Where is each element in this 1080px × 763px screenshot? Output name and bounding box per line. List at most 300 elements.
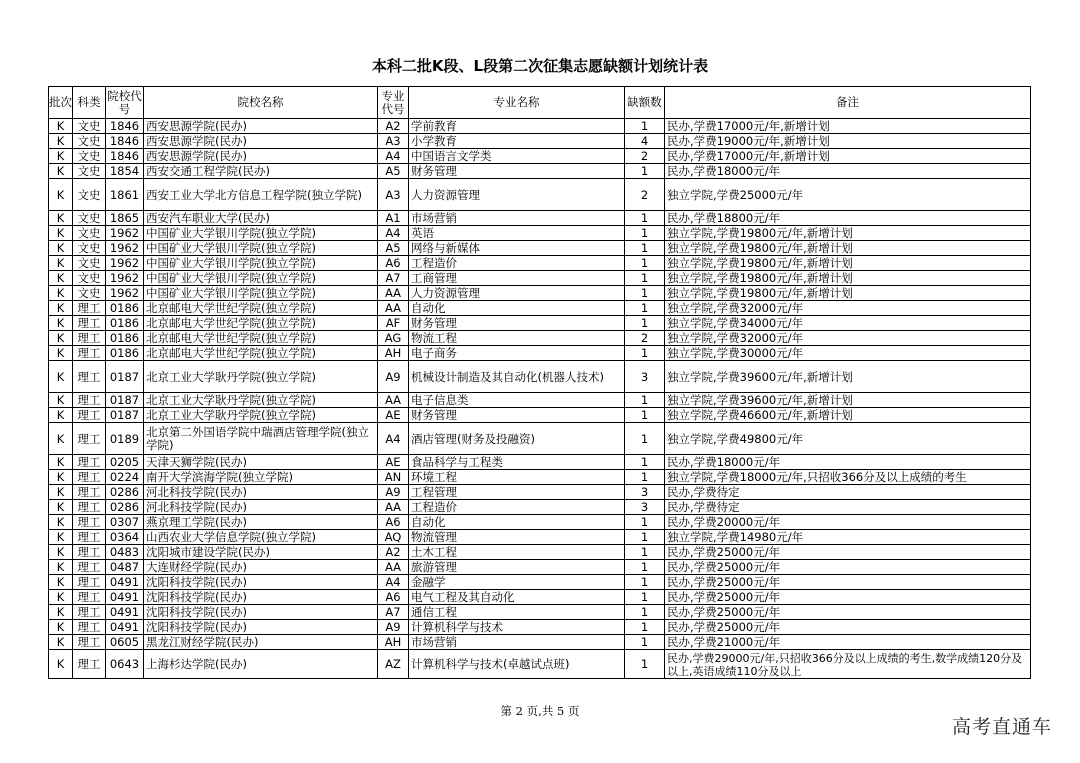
cell-school-name: 沈阳科技学院(民办)	[144, 575, 378, 590]
cell-category: 理工	[73, 361, 106, 393]
cell-batch: K	[49, 134, 73, 149]
cell-school-name: 北京邮电大学世纪学院(独立学院)	[144, 331, 378, 346]
cell-category: 文史	[73, 179, 106, 211]
table-row	[49, 331, 1031, 346]
cell-note: 民办,学费待定	[665, 500, 1031, 515]
table-row	[49, 301, 1031, 316]
cell-vacancy: 1	[625, 515, 665, 530]
cell-batch: K	[49, 650, 73, 679]
cell-note: 民办,学费19000元/年,新增计划	[665, 134, 1031, 149]
cell-category: 文史	[73, 241, 106, 256]
cell-major-code: AA	[378, 393, 409, 408]
cell-note: 独立学院,学费19800元/年,新增计划	[665, 286, 1031, 301]
cell-batch: K	[49, 361, 73, 393]
cell-major-name: 物流管理	[409, 530, 625, 545]
cell-school-code: 1854	[106, 164, 144, 179]
cell-batch: K	[49, 575, 73, 590]
cell-major-code: A4	[378, 226, 409, 241]
cell-major-name: 计算机科学与技术(卓越试点班)	[409, 650, 625, 679]
cell-school-code: 1861	[106, 179, 144, 211]
cell-note: 民办,学费25000元/年	[665, 560, 1031, 575]
cell-school-code: 0187	[106, 408, 144, 423]
cell-vacancy: 3	[625, 500, 665, 515]
cell-major-name: 工程造价	[409, 500, 625, 515]
cell-vacancy: 1	[625, 301, 665, 316]
cell-note: 民办,学费17000元/年,新增计划	[665, 149, 1031, 164]
cell-note: 独立学院,学费25000元/年	[665, 179, 1031, 211]
cell-major-code: AA	[378, 286, 409, 301]
cell-category: 理工	[73, 575, 106, 590]
cell-batch: K	[49, 423, 73, 455]
cell-note: 独立学院,学费30000元/年	[665, 346, 1031, 361]
cell-school-name: 西安思源学院(民办)	[144, 119, 378, 134]
cell-note: 独立学院,学费39600元/年,新增计划	[665, 361, 1031, 393]
table-row	[49, 423, 1031, 455]
cell-vacancy: 1	[625, 271, 665, 286]
cell-vacancy: 1	[625, 119, 665, 134]
cell-note: 独立学院,学费19800元/年,新增计划	[665, 241, 1031, 256]
cell-major-code: AE	[378, 408, 409, 423]
cell-major-name: 小学教育	[409, 134, 625, 149]
table-row	[49, 211, 1031, 226]
cell-school-name: 河北科技学院(民办)	[144, 500, 378, 515]
table-row	[49, 470, 1031, 485]
cell-batch: K	[49, 515, 73, 530]
cell-note: 独立学院,学费18000元/年,只招收366分及以上成绩的考生	[665, 470, 1031, 485]
cell-school-name: 西安汽车职业大学(民办)	[144, 211, 378, 226]
table-row	[49, 346, 1031, 361]
cell-batch: K	[49, 393, 73, 408]
cell-school-code: 0491	[106, 590, 144, 605]
cell-school-code: 0205	[106, 455, 144, 470]
cell-major-name: 土木工程	[409, 545, 625, 560]
cell-school-name: 沈阳科技学院(民办)	[144, 590, 378, 605]
cell-major-name: 市场营销	[409, 635, 625, 650]
cell-category: 理工	[73, 605, 106, 620]
cell-school-code: 0491	[106, 605, 144, 620]
cell-category: 理工	[73, 650, 106, 679]
cell-major-name: 电子信息类	[409, 393, 625, 408]
cell-major-code: A4	[378, 423, 409, 455]
cell-vacancy: 1	[625, 211, 665, 226]
cell-major-name: 计算机科学与技术	[409, 620, 625, 635]
cell-school-code: 0189	[106, 423, 144, 455]
cell-school-code: 1865	[106, 211, 144, 226]
cell-category: 文史	[73, 164, 106, 179]
cell-category: 文史	[73, 256, 106, 271]
cell-school-code: 1962	[106, 256, 144, 271]
cell-batch: K	[49, 271, 73, 286]
cell-note: 民办,学费29000元/年,只招收366分及以上成绩的考生,数学成绩120分及以上,英语成绩110分及以上	[665, 650, 1031, 679]
cell-school-name: 燕京理工学院(民办)	[144, 515, 378, 530]
cell-batch: K	[49, 164, 73, 179]
cell-batch: K	[49, 346, 73, 361]
table-row	[49, 408, 1031, 423]
cell-school-name: 黑龙江财经学院(民办)	[144, 635, 378, 650]
cell-vacancy: 2	[625, 149, 665, 164]
cell-school-name: 北京工业大学耿丹学院(独立学院)	[144, 408, 378, 423]
cell-major-name: 人力资源管理	[409, 179, 625, 211]
cell-school-name: 沈阳城市建设学院(民办)	[144, 545, 378, 560]
cell-vacancy: 4	[625, 134, 665, 149]
cell-batch: K	[49, 149, 73, 164]
cell-major-code: A6	[378, 256, 409, 271]
cell-school-name: 北京工业大学耿丹学院(独立学院)	[144, 361, 378, 393]
cell-school-code: 0186	[106, 346, 144, 361]
cell-vacancy: 1	[625, 241, 665, 256]
cell-batch: K	[49, 179, 73, 211]
table-row	[49, 134, 1031, 149]
cell-note: 独立学院,学费19800元/年,新增计划	[665, 226, 1031, 241]
header-vacancy: 缺额数	[625, 87, 665, 119]
cell-batch: K	[49, 560, 73, 575]
table-row	[49, 241, 1031, 256]
cell-note: 独立学院,学费34000元/年	[665, 316, 1031, 331]
header-major-code: 专业代号	[378, 87, 409, 119]
cell-note: 民办,学费18000元/年	[665, 455, 1031, 470]
table-row	[49, 575, 1031, 590]
cell-major-name: 财务管理	[409, 164, 625, 179]
cell-major-code: A3	[378, 179, 409, 211]
cell-school-code: 0483	[106, 545, 144, 560]
cell-note: 独立学院,学费49800元/年	[665, 423, 1031, 455]
cell-note: 民办,学费18000元/年	[665, 164, 1031, 179]
cell-major-code: A4	[378, 149, 409, 164]
cell-batch: K	[49, 211, 73, 226]
cell-school-code: 0491	[106, 575, 144, 590]
cell-batch: K	[49, 545, 73, 560]
cell-major-code: A4	[378, 575, 409, 590]
cell-category: 理工	[73, 620, 106, 635]
cell-major-name: 网络与新媒体	[409, 241, 625, 256]
cell-category: 理工	[73, 530, 106, 545]
cell-category: 文史	[73, 226, 106, 241]
table-row	[49, 455, 1031, 470]
table-row	[49, 393, 1031, 408]
table-row	[49, 635, 1031, 650]
cell-major-name: 工程造价	[409, 256, 625, 271]
cell-vacancy: 1	[625, 605, 665, 620]
cell-batch: K	[49, 256, 73, 271]
cell-note: 民办,学费18800元/年	[665, 211, 1031, 226]
cell-major-code: A1	[378, 211, 409, 226]
cell-major-code: A2	[378, 545, 409, 560]
cell-school-name: 北京邮电大学世纪学院(独立学院)	[144, 301, 378, 316]
cell-batch: K	[49, 530, 73, 545]
cell-major-code: A5	[378, 164, 409, 179]
cell-school-name: 北京邮电大学世纪学院(独立学院)	[144, 316, 378, 331]
table-row	[49, 515, 1031, 530]
cell-category: 理工	[73, 470, 106, 485]
cell-batch: K	[49, 408, 73, 423]
cell-batch: K	[49, 226, 73, 241]
table-row	[49, 226, 1031, 241]
cell-major-code: A2	[378, 119, 409, 134]
table-row	[49, 560, 1031, 575]
cell-school-code: 0286	[106, 500, 144, 515]
table-row	[49, 530, 1031, 545]
cell-major-name: 通信工程	[409, 605, 625, 620]
cell-school-code: 0364	[106, 530, 144, 545]
table-row	[49, 271, 1031, 286]
cell-school-name: 中国矿业大学银川学院(独立学院)	[144, 226, 378, 241]
cell-school-code: 0605	[106, 635, 144, 650]
cell-school-name: 中国矿业大学银川学院(独立学院)	[144, 286, 378, 301]
cell-vacancy: 1	[625, 408, 665, 423]
cell-category: 理工	[73, 346, 106, 361]
table-header-row	[49, 87, 1031, 119]
cell-major-name: 金融学	[409, 575, 625, 590]
cell-vacancy: 3	[625, 361, 665, 393]
cell-major-code: AH	[378, 346, 409, 361]
cell-category: 理工	[73, 316, 106, 331]
cell-batch: K	[49, 470, 73, 485]
cell-school-code: 1962	[106, 226, 144, 241]
cell-category: 理工	[73, 500, 106, 515]
cell-major-code: A7	[378, 271, 409, 286]
cell-major-code: A9	[378, 620, 409, 635]
vacancy-table	[48, 86, 1031, 679]
cell-category: 理工	[73, 455, 106, 470]
cell-major-name: 食品科学与工程类	[409, 455, 625, 470]
table-row	[49, 179, 1031, 211]
cell-school-name: 北京邮电大学世纪学院(独立学院)	[144, 346, 378, 361]
cell-major-code: A6	[378, 590, 409, 605]
cell-major-name: 工商管理	[409, 271, 625, 286]
cell-school-name: 北京工业大学耿丹学院(独立学院)	[144, 393, 378, 408]
table-row	[49, 620, 1031, 635]
cell-major-name: 酒店管理(财务及投融资)	[409, 423, 625, 455]
table-row	[49, 286, 1031, 301]
watermark: 高考直通车	[951, 716, 1052, 738]
cell-batch: K	[49, 635, 73, 650]
table-row	[49, 500, 1031, 515]
cell-major-name: 英语	[409, 226, 625, 241]
cell-school-name: 中国矿业大学银川学院(独立学院)	[144, 241, 378, 256]
cell-school-code: 1846	[106, 134, 144, 149]
page-number: 第 2 页,共 5 页	[500, 704, 580, 718]
cell-major-code: AF	[378, 316, 409, 331]
cell-batch: K	[49, 590, 73, 605]
cell-vacancy: 1	[625, 620, 665, 635]
cell-major-name: 环境工程	[409, 470, 625, 485]
cell-note: 独立学院,学费19800元/年,新增计划	[665, 271, 1031, 286]
cell-vacancy: 1	[625, 635, 665, 650]
cell-category: 理工	[73, 423, 106, 455]
cell-major-name: 自动化	[409, 515, 625, 530]
cell-school-name: 南开大学滨海学院(独立学院)	[144, 470, 378, 485]
header-category: 科类	[73, 87, 106, 119]
cell-batch: K	[49, 455, 73, 470]
table-row	[49, 149, 1031, 164]
cell-category: 理工	[73, 485, 106, 500]
cell-batch: K	[49, 286, 73, 301]
cell-category: 文史	[73, 271, 106, 286]
cell-note: 民办,学费17000元/年,新增计划	[665, 119, 1031, 134]
cell-category: 理工	[73, 301, 106, 316]
cell-vacancy: 1	[625, 560, 665, 575]
table-row	[49, 590, 1031, 605]
cell-vacancy: 1	[625, 346, 665, 361]
page-title: 本科二批K段、L段第二次征集志愿缺额计划统计表	[371, 57, 709, 75]
cell-category: 文史	[73, 119, 106, 134]
cell-batch: K	[49, 316, 73, 331]
cell-school-code: 0186	[106, 316, 144, 331]
cell-school-code: 0286	[106, 485, 144, 500]
cell-school-name: 大连财经学院(民办)	[144, 560, 378, 575]
cell-vacancy: 1	[625, 316, 665, 331]
cell-vacancy: 1	[625, 286, 665, 301]
cell-major-code: AZ	[378, 650, 409, 679]
cell-category: 理工	[73, 635, 106, 650]
cell-school-name: 中国矿业大学银川学院(独立学院)	[144, 256, 378, 271]
cell-vacancy: 1	[625, 530, 665, 545]
table-body	[49, 119, 1031, 679]
cell-category: 文史	[73, 134, 106, 149]
cell-note: 民办,学费25000元/年	[665, 575, 1031, 590]
cell-school-name: 上海杉达学院(民办)	[144, 650, 378, 679]
cell-vacancy: 1	[625, 164, 665, 179]
cell-note: 独立学院,学费46600元/年,新增计划	[665, 408, 1031, 423]
cell-school-name: 西安交通工程学院(民办)	[144, 164, 378, 179]
cell-major-code: A7	[378, 605, 409, 620]
cell-school-code: 1962	[106, 286, 144, 301]
cell-major-code: A9	[378, 361, 409, 393]
cell-batch: K	[49, 485, 73, 500]
cell-vacancy: 1	[625, 226, 665, 241]
cell-major-code: A9	[378, 485, 409, 500]
cell-school-code: 0186	[106, 301, 144, 316]
cell-school-name: 河北科技学院(民办)	[144, 485, 378, 500]
cell-note: 民办,学费待定	[665, 485, 1031, 500]
cell-major-name: 机械设计制造及其自动化(机器人技术)	[409, 361, 625, 393]
cell-vacancy: 1	[625, 650, 665, 679]
cell-vacancy: 2	[625, 179, 665, 211]
cell-school-name: 天津天狮学院(民办)	[144, 455, 378, 470]
cell-category: 理工	[73, 590, 106, 605]
cell-school-code: 0643	[106, 650, 144, 679]
cell-note: 独立学院,学费32000元/年	[665, 331, 1031, 346]
cell-school-name: 中国矿业大学银川学院(独立学院)	[144, 271, 378, 286]
cell-major-name: 财务管理	[409, 408, 625, 423]
cell-school-name: 西安工业大学北方信息工程学院(独立学院)	[144, 179, 378, 211]
table-row	[49, 485, 1031, 500]
cell-major-code: A3	[378, 134, 409, 149]
cell-school-code: 1962	[106, 241, 144, 256]
cell-major-name: 人力资源管理	[409, 286, 625, 301]
cell-major-code: AE	[378, 455, 409, 470]
cell-school-code: 0186	[106, 331, 144, 346]
cell-category: 理工	[73, 331, 106, 346]
cell-vacancy: 2	[625, 331, 665, 346]
header-school-code: 院校代号	[106, 87, 144, 119]
cell-school-name: 西安思源学院(民办)	[144, 134, 378, 149]
cell-category: 理工	[73, 515, 106, 530]
cell-major-name: 财务管理	[409, 316, 625, 331]
cell-vacancy: 1	[625, 455, 665, 470]
cell-batch: K	[49, 241, 73, 256]
header-school-name: 院校名称	[144, 87, 378, 119]
cell-note: 独立学院,学费14980元/年	[665, 530, 1031, 545]
cell-school-code: 0491	[106, 620, 144, 635]
cell-major-code: AG	[378, 331, 409, 346]
table-row	[49, 650, 1031, 679]
cell-school-code: 0187	[106, 393, 144, 408]
cell-major-name: 自动化	[409, 301, 625, 316]
cell-batch: K	[49, 620, 73, 635]
cell-category: 文史	[73, 149, 106, 164]
cell-category: 理工	[73, 545, 106, 560]
cell-batch: K	[49, 301, 73, 316]
table-row	[49, 119, 1031, 134]
cell-vacancy: 1	[625, 423, 665, 455]
cell-batch: K	[49, 119, 73, 134]
cell-school-code: 1962	[106, 271, 144, 286]
table-row	[49, 545, 1031, 560]
cell-vacancy: 1	[625, 393, 665, 408]
cell-school-code: 0224	[106, 470, 144, 485]
cell-batch: K	[49, 500, 73, 515]
cell-major-code: A6	[378, 515, 409, 530]
cell-major-code: AA	[378, 301, 409, 316]
cell-major-name: 学前教育	[409, 119, 625, 134]
cell-major-code: AA	[378, 560, 409, 575]
cell-note: 民办,学费25000元/年	[665, 620, 1031, 635]
cell-category: 理工	[73, 560, 106, 575]
cell-major-code: AA	[378, 500, 409, 515]
table-row	[49, 361, 1031, 393]
cell-note: 独立学院,学费39600元/年,新增计划	[665, 393, 1031, 408]
cell-school-name: 沈阳科技学院(民办)	[144, 620, 378, 635]
cell-major-code: A5	[378, 241, 409, 256]
cell-major-code: AH	[378, 635, 409, 650]
cell-school-code: 0187	[106, 361, 144, 393]
cell-category: 文史	[73, 286, 106, 301]
cell-category: 理工	[73, 393, 106, 408]
cell-school-code: 0487	[106, 560, 144, 575]
cell-school-name: 山西农业大学信息学院(独立学院)	[144, 530, 378, 545]
cell-major-name: 中国语言文学类	[409, 149, 625, 164]
cell-school-code: 0307	[106, 515, 144, 530]
cell-major-name: 物流工程	[409, 331, 625, 346]
cell-major-name: 工程管理	[409, 485, 625, 500]
cell-major-code: AN	[378, 470, 409, 485]
cell-major-name: 市场营销	[409, 211, 625, 226]
cell-vacancy: 1	[625, 545, 665, 560]
header-batch: 批次	[49, 87, 73, 119]
cell-note: 民办,学费25000元/年	[665, 605, 1031, 620]
cell-major-code: AQ	[378, 530, 409, 545]
cell-note: 民办,学费21000元/年	[665, 635, 1031, 650]
cell-major-name: 旅游管理	[409, 560, 625, 575]
cell-vacancy: 1	[625, 470, 665, 485]
cell-school-code: 1846	[106, 119, 144, 134]
cell-school-code: 1846	[106, 149, 144, 164]
cell-note: 民办,学费25000元/年	[665, 590, 1031, 605]
cell-vacancy: 1	[625, 256, 665, 271]
cell-note: 独立学院,学费32000元/年	[665, 301, 1031, 316]
cell-note: 独立学院,学费19800元/年,新增计划	[665, 256, 1031, 271]
cell-batch: K	[49, 605, 73, 620]
table-row	[49, 164, 1031, 179]
cell-major-name: 电子商务	[409, 346, 625, 361]
header-major-name: 专业名称	[409, 87, 625, 119]
cell-note: 民办,学费20000元/年	[665, 515, 1031, 530]
cell-major-name: 电气工程及其自动化	[409, 590, 625, 605]
cell-category: 文史	[73, 211, 106, 226]
cell-category: 理工	[73, 408, 106, 423]
cell-vacancy: 1	[625, 575, 665, 590]
